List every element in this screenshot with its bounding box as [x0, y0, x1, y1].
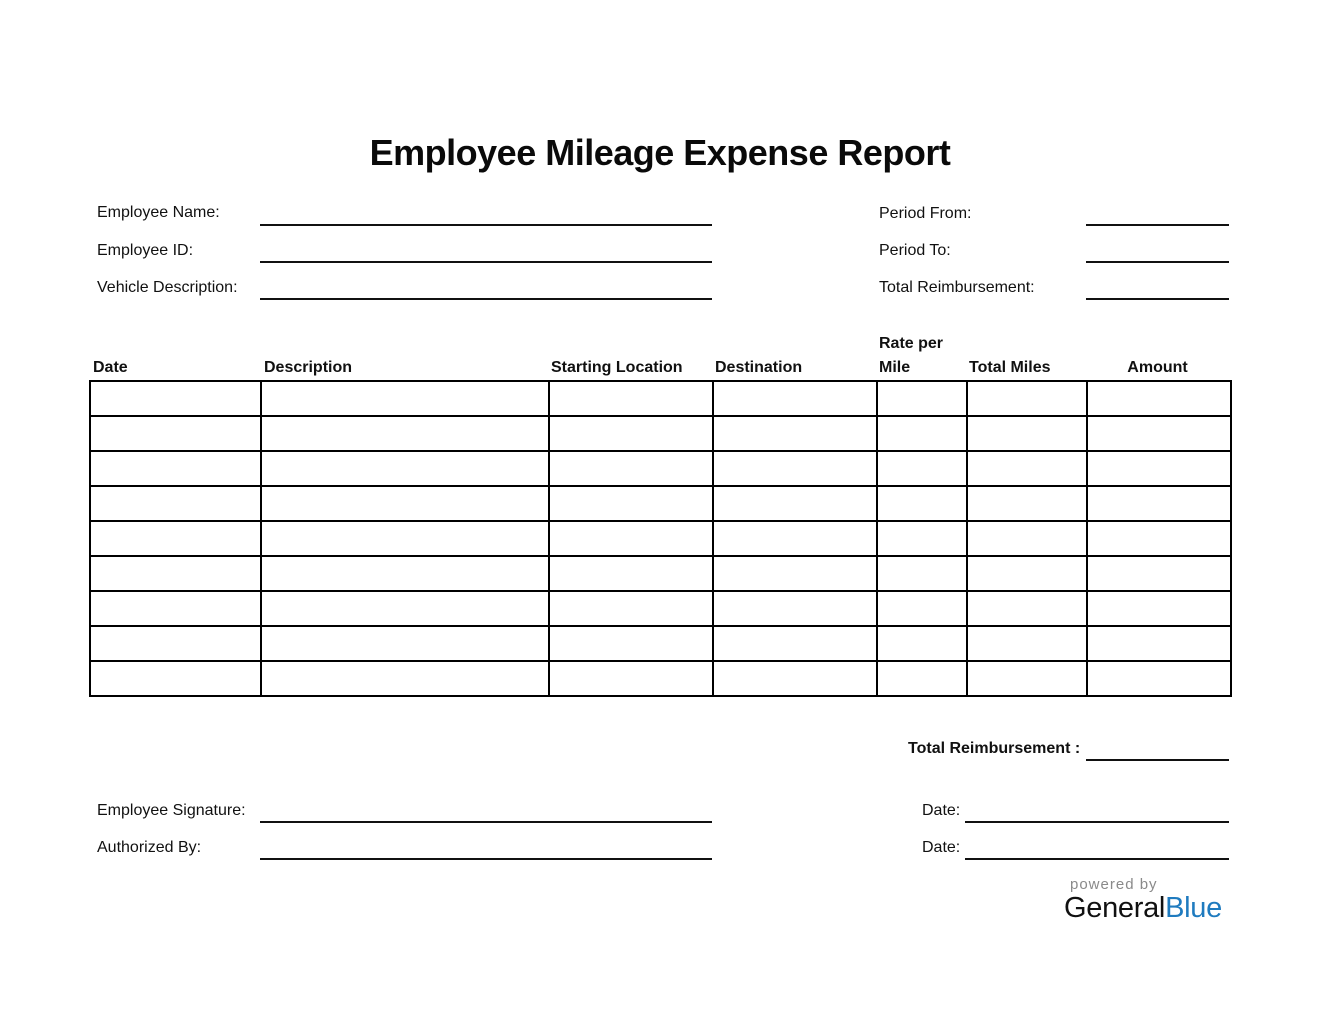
vehicle-description-label: Vehicle Description: [97, 279, 238, 296]
cell-rate-per-mile[interactable] [877, 661, 967, 696]
cell-destination[interactable] [713, 626, 877, 661]
cell-description[interactable] [261, 591, 549, 626]
cell-destination[interactable] [713, 521, 877, 556]
table-row [90, 556, 1231, 591]
period-from-field[interactable] [1086, 224, 1229, 226]
cell-amount[interactable] [1087, 556, 1231, 591]
cell-description[interactable] [261, 521, 549, 556]
column-header-rate-per-mile-line1: Rate per [879, 335, 944, 352]
total-reimbursement-summary-label: Total Reimbursement : [908, 740, 1081, 757]
mileage-table [89, 380, 1232, 697]
column-header-destination: Destination [715, 359, 803, 376]
period-to-field[interactable] [1086, 261, 1229, 263]
cell-rate-per-mile[interactable] [877, 486, 967, 521]
cell-destination[interactable] [713, 661, 877, 696]
column-header-total-miles: Total Miles [969, 359, 1051, 376]
table-row [90, 521, 1231, 556]
signature-date-label: Date: [922, 802, 961, 819]
column-header-description: Description [264, 359, 353, 376]
table-row [90, 416, 1231, 451]
cell-destination[interactable] [713, 416, 877, 451]
total-reimbursement-summary-field[interactable] [1086, 759, 1229, 761]
cell-description[interactable] [261, 486, 549, 521]
total-reimbursement-field[interactable] [1086, 298, 1229, 300]
cell-destination[interactable] [713, 486, 877, 521]
column-header-date: Date [93, 359, 128, 376]
table-row [90, 591, 1231, 626]
cell-rate-per-mile[interactable] [877, 416, 967, 451]
cell-total-miles[interactable] [967, 416, 1087, 451]
cell-starting-location[interactable] [549, 626, 713, 661]
cell-description[interactable] [261, 416, 549, 451]
cell-amount[interactable] [1087, 451, 1231, 486]
column-header-starting-location: Starting Location [551, 359, 683, 376]
table-row [90, 451, 1231, 486]
cell-total-miles[interactable] [967, 521, 1087, 556]
authorized-date-field[interactable] [965, 858, 1229, 860]
cell-rate-per-mile[interactable] [877, 591, 967, 626]
cell-date[interactable] [90, 626, 261, 661]
cell-starting-location[interactable] [549, 521, 713, 556]
cell-amount[interactable] [1087, 416, 1231, 451]
employee-name-field[interactable] [260, 224, 712, 226]
cell-description[interactable] [261, 556, 549, 591]
cell-total-miles[interactable] [967, 591, 1087, 626]
cell-destination[interactable] [713, 591, 877, 626]
cell-date[interactable] [90, 591, 261, 626]
authorized-date-label: Date: [922, 839, 961, 856]
table-row [90, 381, 1231, 416]
employee-signature-field[interactable] [260, 821, 712, 823]
page-title: Employee Mileage Expense Report [369, 132, 951, 173]
cell-date[interactable] [90, 486, 261, 521]
table-row [90, 626, 1231, 661]
vehicle-description-field[interactable] [260, 298, 712, 300]
period-from-label: Period From: [879, 205, 972, 222]
brand-blue: Blue [1165, 892, 1222, 924]
cell-rate-per-mile[interactable] [877, 451, 967, 486]
cell-starting-location[interactable] [549, 591, 713, 626]
generalblue-logo [1064, 892, 1222, 925]
employee-name-label: Employee Name: [97, 204, 220, 221]
cell-amount[interactable] [1087, 591, 1231, 626]
cell-description[interactable] [261, 451, 549, 486]
cell-starting-location[interactable] [549, 556, 713, 591]
cell-date[interactable] [90, 556, 261, 591]
column-header-rate-per-mile-line2: Mile [879, 359, 911, 376]
cell-starting-location[interactable] [549, 486, 713, 521]
cell-destination[interactable] [713, 556, 877, 591]
cell-date[interactable] [90, 521, 261, 556]
cell-amount[interactable] [1087, 381, 1231, 416]
cell-total-miles[interactable] [967, 381, 1087, 416]
cell-description[interactable] [261, 661, 549, 696]
cell-rate-per-mile[interactable] [877, 556, 967, 591]
cell-rate-per-mile[interactable] [877, 381, 967, 416]
period-to-label: Period To: [879, 242, 951, 259]
cell-starting-location[interactable] [549, 416, 713, 451]
cell-date[interactable] [90, 661, 261, 696]
powered-by-text: powered by [1070, 876, 1158, 893]
table-row [90, 661, 1231, 696]
authorized-by-field[interactable] [260, 858, 712, 860]
cell-starting-location[interactable] [549, 451, 713, 486]
authorized-by-label: Authorized By: [97, 839, 202, 856]
cell-description[interactable] [261, 626, 549, 661]
column-header-amount: Amount [1127, 359, 1188, 376]
cell-total-miles[interactable] [967, 626, 1087, 661]
employee-id-field[interactable] [260, 261, 712, 263]
cell-date[interactable] [90, 451, 261, 486]
cell-date[interactable] [90, 381, 261, 416]
cell-rate-per-mile[interactable] [877, 626, 967, 661]
brand-general: General [1064, 892, 1166, 924]
cell-amount[interactable] [1087, 486, 1231, 521]
cell-destination[interactable] [713, 451, 877, 486]
cell-total-miles[interactable] [967, 556, 1087, 591]
cell-total-miles[interactable] [967, 451, 1087, 486]
table-row [90, 486, 1231, 521]
signature-date-field[interactable] [965, 821, 1229, 823]
cell-starting-location[interactable] [549, 661, 713, 696]
total-reimbursement-label: Total Reimbursement: [879, 279, 1035, 296]
cell-rate-per-mile[interactable] [877, 521, 967, 556]
cell-amount[interactable] [1087, 521, 1231, 556]
cell-total-miles[interactable] [967, 661, 1087, 696]
employee-signature-label: Employee Signature: [97, 802, 246, 819]
employee-id-label: Employee ID: [97, 242, 194, 259]
cell-starting-location[interactable] [549, 381, 713, 416]
cell-date[interactable] [90, 416, 261, 451]
cell-amount[interactable] [1087, 626, 1231, 661]
cell-amount[interactable] [1087, 661, 1231, 696]
cell-description[interactable] [261, 381, 549, 416]
cell-destination[interactable] [713, 381, 877, 416]
cell-total-miles[interactable] [967, 486, 1087, 521]
